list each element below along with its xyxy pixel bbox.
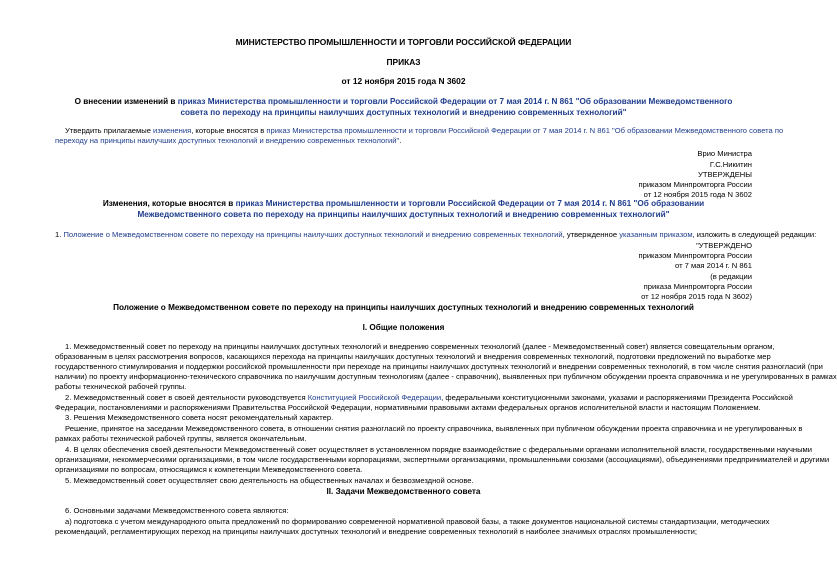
approved-block-l5: приказа Минпромторга России xyxy=(643,282,752,291)
approved-date: от 12 ноября 2015 года N 3602 xyxy=(643,190,752,199)
approved-block-l4: (в редакции xyxy=(710,272,752,281)
changes-title-line2 xyxy=(0,209,807,220)
changes-link[interactable]: изменения xyxy=(153,126,192,135)
regulation-title: Положение о Межведомственном совете по переходу на принципы наилучших доступных технологий и внедрению современных технологий xyxy=(113,303,694,312)
approved-by-order: приказом Минпромторга России xyxy=(638,180,752,189)
doc-type-heading: ПРИКАЗ xyxy=(386,57,421,67)
approved-label: УТВЕРЖДЕНЫ xyxy=(698,170,752,179)
title-order-link-cont[interactable]: совета по переходу на принципы наилучших доступных технологий и внедрению современных технологий" xyxy=(180,108,627,117)
p2-text-b: , федеральными конституционными законами, указами и распоряжениями Президента Российской xyxy=(441,393,793,402)
title-order-link[interactable]: приказ Министерства промышленности и торговли Российской Федерации от 7 мая 2014 г. N 861 "Об образовании Межведомственного xyxy=(177,97,733,106)
p3b-line1: Решение, принятое на заседании Межведомственного совета, в отношении снятия разногласий по проекту справочника, выявленных при публичном обсуждении проекта справочника и не урегулированных в xyxy=(65,424,803,433)
approve-text-b: , которые вносятся в xyxy=(191,126,267,135)
pa-line2: рекомендаций, регламентирующих переход на принципы наилучших доступных технологий и внедрение современных технологий в наиболее значимых отраслях промышленности; xyxy=(55,527,697,536)
changes-title-link-cont[interactable]: Межведомственного совета по переходу на принципы наилучших доступных технологий и внедрению современных технологий" xyxy=(137,210,670,219)
change-item-1 xyxy=(55,230,817,240)
p3: 3. Решения Межведомственного совета носят рекомендательный характер. xyxy=(65,413,334,422)
p2-line2: Федерации, постановлениями и распоряжениями Правительства Российской Федерации, нормативными правовыми актами федеральных органов исполнительной власти и настоящим Положением. xyxy=(55,403,761,412)
p2-line1 xyxy=(55,393,793,403)
change-1-mid: , утвержденное xyxy=(562,230,620,239)
change-1-num: 1. xyxy=(55,230,64,239)
p1-line3: государственного стимулирования и поддержки российской промышленности при переходе на принципы наилучших доступных технологий и внедрении современных технологий, в том числе снятия разногласий (при xyxy=(55,362,823,371)
approve-order-link-cont[interactable]: переходу на принципы наилучших доступных технологий и внедрению современных технологий" xyxy=(55,136,400,145)
p1-line4: наличии) по проекту информационно-технического справочника по наилучшим доступным технологиям (далее - справочник), выявленных при публичном обсуждении проекта справочника и не урегулированных в рамках xyxy=(55,372,837,381)
section-2-title: II. Задачи Межведомственного совета xyxy=(326,487,481,496)
changes-title-line1 xyxy=(0,198,807,209)
order-date-number: от 12 ноября 2015 года N 3602 xyxy=(341,76,466,86)
regulation-link[interactable]: Положение о Межведомственном совете по переходу на принципы наилучших доступных технологий и внедрению современных технологий xyxy=(63,230,563,239)
approve-paragraph-line1 xyxy=(55,126,784,136)
p1-line1: 1. Межведомственный совет по переходу на принципы наилучших доступных технологий и внедрению современных технологий (далее - Межведомственный совет) является совещательным органом, xyxy=(65,342,775,351)
p1-line2: образованным в целях рассмотрения вопросов, касающихся перехода на принципы наилучших доступных технологий и внедрения современных технологий, подготовки предложений по выработке мер xyxy=(55,352,771,361)
signature-name: Г.С.Никитин xyxy=(709,160,752,169)
ministry-heading: МИНИСТЕРСТВО ПРОМЫШЛЕННОСТИ И ТОРГОВЛИ РОССИЙСКОЙ ФЕДЕРАЦИИ xyxy=(235,37,572,47)
order-title-line1 xyxy=(0,96,807,107)
p5: 5. Межведомственный совет осуществляет свою деятельность на общественных началах и безвозмездной основе. xyxy=(65,476,474,485)
p3b-line2: рамках работы технической рабочей группы, является окончательным. xyxy=(55,434,307,443)
p4-line3: организациями по вопросам, относящимся к компетенции Межведомственного совета. xyxy=(55,465,363,474)
approved-block-l2: приказом Минпромторга России xyxy=(638,251,752,260)
constitution-link[interactable]: Конституцией Российской Федерации xyxy=(307,393,442,402)
indicated-order-link[interactable]: указанным приказом xyxy=(619,230,693,239)
pa-line1: а) подготовка с учетом международного опыта предложений по формированию современной нормативной правовой базы, а также документов национальной системы стандартизации, методических xyxy=(65,517,770,526)
changes-title-prefix: Изменения, которые вносятся в xyxy=(102,199,236,208)
approved-block-l6: от 12 ноября 2015 года N 3602) xyxy=(641,292,752,301)
approved-block-l3: от 7 мая 2014 г. N 861 xyxy=(675,261,752,270)
approve-end: . xyxy=(399,136,402,145)
p4-line1: 4. В целях обеспечения своей деятельности Межведомственный совет осуществляет в установленном порядке взаимодействие с федеральными органами исполнительной власти, государственными научными xyxy=(65,445,813,454)
approve-text-a: Утвердить прилагаемые xyxy=(65,126,154,135)
title-prefix: О внесении изменений в xyxy=(74,97,178,106)
change-1-end: , изложить в следующей редакции: xyxy=(692,230,817,239)
p6: 6. Основными задачами Межведомственного совета являются: xyxy=(65,506,289,515)
p1-line5: работы технической рабочей группы. xyxy=(55,382,187,391)
order-title-line2 xyxy=(0,107,807,118)
signature-role: Врио Министра xyxy=(697,149,752,158)
p2-text-a: 2. Межведомственный совет в своей деятельности руководствуется xyxy=(65,393,308,402)
approve-paragraph-line2 xyxy=(55,136,769,146)
section-1-title: I. Общие положения xyxy=(362,323,445,332)
changes-title-link[interactable]: приказ Министерства промышленности и торговли Российской Федерации от 7 мая 2014 г. N 861 "Об образовании xyxy=(235,199,705,208)
approved-block-l1: "УТВЕРЖДЕНО xyxy=(696,241,752,250)
approve-order-link[interactable]: приказ Министерства промышленности и торговли Российской Федерации от 7 мая 2014 г. N 861 "Об образовании Межведомственного совета по xyxy=(266,126,784,135)
p4-line2: организациями, некоммерческими организациями, в том числе государственными корпорациями, экспертными организациями, промышленными союзами (ассоциациями), объединениями предпринимателей и другими xyxy=(55,455,830,464)
